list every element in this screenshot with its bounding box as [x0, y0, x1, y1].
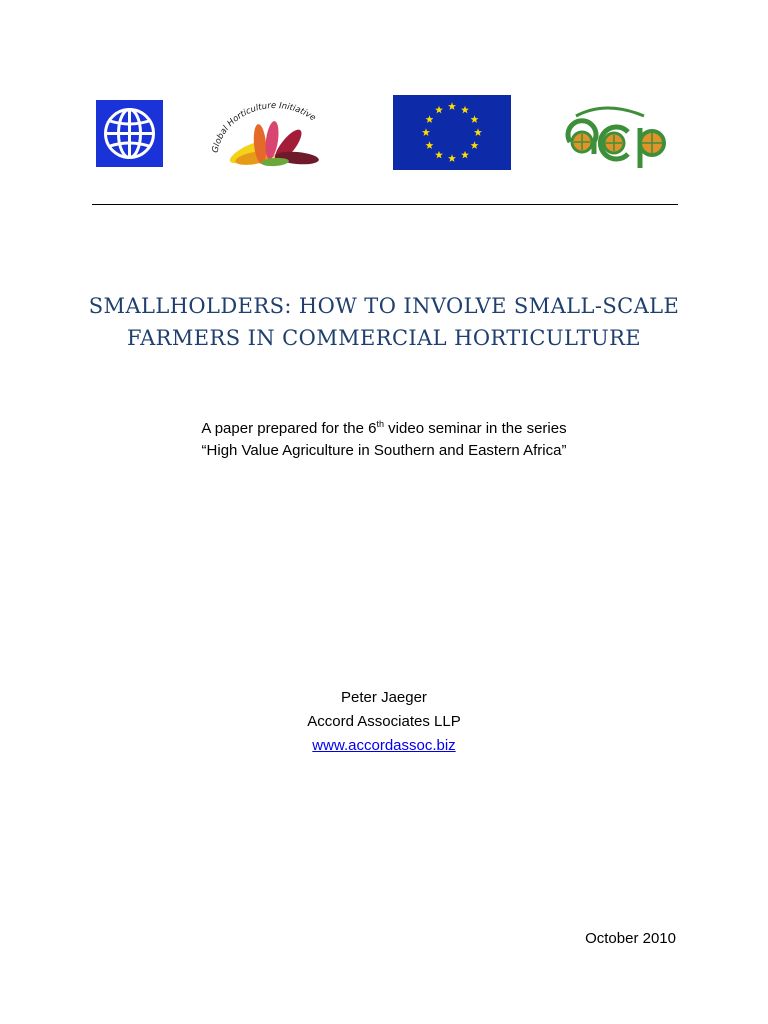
subtitle-line-2: “High Value Agriculture in Southern and Eastern Africa”: [201, 442, 567, 459]
subtitle-line-1-post: video seminar in the series: [384, 420, 567, 437]
author-website-link[interactable]: www.accordassoc.biz: [312, 737, 456, 754]
svg-text:Global Horticulture Initiative: Global Horticulture Initiative: [210, 100, 318, 154]
subtitle-line-1-pre: A paper prepared for the 6: [201, 420, 377, 437]
global-horticulture-initiative-logo: [205, 92, 345, 172]
document-title: [0, 290, 768, 354]
logo-row: [0, 0, 768, 200]
eu-flag-logo: [393, 95, 511, 170]
header-divider: [92, 204, 678, 205]
document-subtitle: [0, 418, 768, 462]
subtitle-ordinal-suffix: th: [376, 419, 385, 429]
acp-logo: [556, 98, 666, 170]
world-bank-logo: [96, 100, 163, 167]
title-line-1: SMALLHOLDERS: HOW TO INVOLVE SMALL-SCALE: [88, 294, 680, 318]
title-line-2: FARMERS IN COMMERCIAL HORTICULTURE: [126, 326, 642, 350]
publication-date: October 2010: [585, 930, 676, 947]
author-name: Peter Jaeger: [341, 689, 427, 706]
author-organization: Accord Associates LLP: [307, 713, 461, 730]
author-block: [0, 686, 768, 758]
